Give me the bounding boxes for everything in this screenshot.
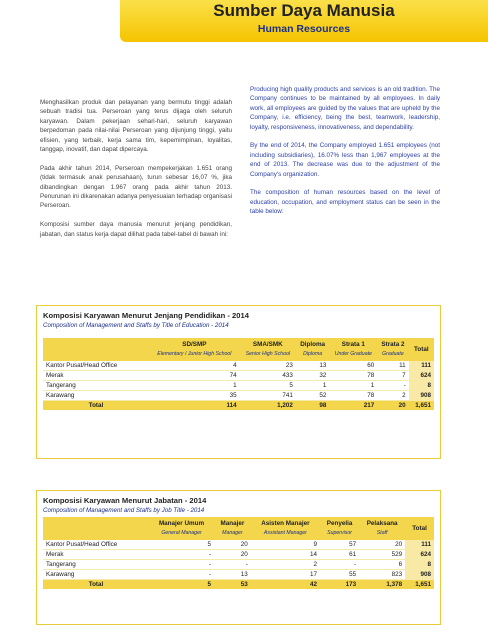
cell: 9 bbox=[251, 540, 320, 550]
row-total: 908 bbox=[405, 569, 434, 579]
table-subtitle: Composition of Management and Staffs by Job Title - 2014 bbox=[43, 507, 205, 514]
row-label: Tangerang bbox=[43, 380, 149, 390]
paragraph-en-1: Producing high quality products and services is an old tradition. The Company continues to be maintained by all employees. In daily work, all employees are guided by the values that are upheld by the Company, i.e. efficiency, being the best, teamwork, leadership, loyalty, responsiveness, innovativeness, and dependability. bbox=[250, 86, 440, 131]
grand-total: 1,651 bbox=[405, 579, 434, 589]
cell: 35 bbox=[149, 390, 240, 400]
cell: 57 bbox=[320, 540, 359, 550]
column-header: SD/SMP Elementary / Junior High School bbox=[149, 338, 240, 361]
cell: 1 bbox=[296, 380, 329, 390]
paragraph-en-2: By the end of 2014, the Company employed 1.651 employees (not including subsidiaries), 16.07% less than 1,967 employees at the end of 2013. The decrease was due to the adjustment of the Company's organization. bbox=[250, 142, 440, 178]
table-row bbox=[43, 370, 434, 380]
cell: 5 bbox=[149, 579, 214, 589]
column-header: Strata 1 Under Graduate bbox=[329, 338, 377, 361]
table-row bbox=[43, 380, 434, 390]
cell: - bbox=[377, 380, 408, 390]
cell: 11 bbox=[377, 361, 408, 371]
row-total: 111 bbox=[405, 540, 434, 550]
total-label: Total bbox=[43, 400, 149, 410]
row-total: 624 bbox=[405, 549, 434, 559]
cell: - bbox=[320, 559, 359, 569]
header-blank bbox=[43, 338, 149, 361]
cell: 4 bbox=[149, 361, 240, 371]
row-total: 111 bbox=[409, 361, 434, 371]
cell: 13 bbox=[296, 361, 329, 371]
row-label: Merak bbox=[43, 549, 149, 559]
paragraph-id-3: Komposisi sumber daya manusia menurut jenjang pendidikan, jabatan, dan status kerja dapat dilihat pada tabel-tabel di bawah ini: bbox=[40, 221, 232, 238]
column-header: Manajer Manager bbox=[214, 517, 251, 540]
row-total: 624 bbox=[409, 370, 434, 380]
cell: 5 bbox=[240, 380, 296, 390]
row-label: Kantor Pusat/Head Office bbox=[43, 361, 149, 371]
paragraph-en-3: The composition of human resources based on the level of education, occupation, and employment status can be seen in the table below: bbox=[250, 189, 440, 216]
row-label: Karawang bbox=[43, 569, 149, 579]
cell: 20 bbox=[214, 549, 251, 559]
cell: 1,378 bbox=[359, 579, 405, 589]
table-subtitle: Composition of Management and Staffs by Title of Education - 2014 bbox=[43, 322, 229, 329]
cell: 32 bbox=[296, 370, 329, 380]
table-row bbox=[43, 390, 434, 400]
table-row bbox=[43, 361, 434, 371]
cell: 98 bbox=[296, 400, 329, 410]
table-total-row bbox=[43, 579, 434, 589]
row-total: 908 bbox=[409, 390, 434, 400]
cell: 78 bbox=[329, 390, 377, 400]
cell: 55 bbox=[320, 569, 359, 579]
cell: 42 bbox=[251, 579, 320, 589]
cell: 1,202 bbox=[240, 400, 296, 410]
row-label: Merak bbox=[43, 370, 149, 380]
row-label: Karawang bbox=[43, 390, 149, 400]
table-row bbox=[43, 559, 434, 569]
cell: 2 bbox=[377, 390, 408, 400]
cell: 20 bbox=[214, 540, 251, 550]
cell: 13 bbox=[214, 569, 251, 579]
paragraph-id-1: Menghasilkan produk dan pelayanan yang bermutu tinggi adalah sebuah tradisi tua. Perseroan yang terus dijaga oleh seluruh karyawan. Dalam pekerjaan sehari-hari, seluruh karyawan berpedoman pada nilai-nilai Perseroan yang dijunjung tinggi, yaitu efisien, yang terbaik, kerja sama tim, kepemimpinan, loyalitas, tanggap, inovatif, dan dapat dipercaya. bbox=[40, 99, 232, 154]
table-title: Komposisi Karyawan Menurut Jabatan - 2014 bbox=[43, 496, 207, 505]
cell: 114 bbox=[149, 400, 240, 410]
cell: 1 bbox=[149, 380, 240, 390]
column-header: Diploma Diploma bbox=[296, 338, 329, 361]
cell: 173 bbox=[320, 579, 359, 589]
table-header-row bbox=[43, 338, 434, 361]
cell: 217 bbox=[329, 400, 377, 410]
cell: 741 bbox=[240, 390, 296, 400]
cell: - bbox=[149, 559, 214, 569]
page-header bbox=[0, 0, 488, 44]
row-label: Kantor Pusat/Head Office bbox=[43, 540, 149, 550]
column-header: Pelaksana Staff bbox=[359, 517, 405, 540]
cell: 5 bbox=[149, 540, 214, 550]
job-title-table-box bbox=[36, 490, 441, 625]
cell: 52 bbox=[296, 390, 329, 400]
page-subtitle: Human Resources bbox=[257, 23, 351, 35]
cell: 61 bbox=[320, 549, 359, 559]
text-column-indonesian bbox=[40, 98, 232, 248]
cell: 823 bbox=[359, 569, 405, 579]
column-header: SMA/SMK Senior High School bbox=[240, 338, 296, 361]
row-total: 8 bbox=[405, 559, 434, 569]
cell: 74 bbox=[149, 370, 240, 380]
row-label: Tangerang bbox=[43, 559, 149, 569]
cell: 23 bbox=[240, 361, 296, 371]
cell: 14 bbox=[251, 549, 320, 559]
column-header-total: Total bbox=[405, 517, 434, 540]
column-header: Penyelia Supervisor bbox=[320, 517, 359, 540]
cell: 60 bbox=[329, 361, 377, 371]
page-title: Sumber Daya Manusia bbox=[213, 1, 395, 20]
table-total-row bbox=[43, 400, 434, 410]
education-table bbox=[43, 338, 434, 410]
column-header: Manajer Umum General Manager bbox=[149, 517, 214, 540]
cell: - bbox=[149, 569, 214, 579]
grand-total: 1,651 bbox=[409, 400, 434, 410]
cell: 78 bbox=[329, 370, 377, 380]
cell: 529 bbox=[359, 549, 405, 559]
text-column-english bbox=[250, 85, 440, 226]
row-total: 8 bbox=[409, 380, 434, 390]
table-header-row bbox=[43, 517, 434, 540]
cell: 53 bbox=[214, 579, 251, 589]
column-header-total: Total bbox=[409, 338, 434, 361]
job-title-table bbox=[43, 517, 434, 589]
cell: 17 bbox=[251, 569, 320, 579]
column-header: Strata 2 Graduate bbox=[377, 338, 408, 361]
column-header: Asisten Manajer Assistant Manager bbox=[251, 517, 320, 540]
cell: - bbox=[214, 559, 251, 569]
cell: 433 bbox=[240, 370, 296, 380]
table-row bbox=[43, 569, 434, 579]
table-row bbox=[43, 549, 434, 559]
cell: 6 bbox=[359, 559, 405, 569]
paragraph-id-2: Pada akhir tahun 2014, Perseroan mempekerjakan 1.651 orang (tidak termasuk anak perusahaan), turun sebesar 16,07 %, jika dibandingkan dengan 1.967 orang pada akhir tahun 2013. Penurunan ini dikarenakan adanya penyesuaian terhadap organisasi Perseroan. bbox=[40, 164, 232, 210]
total-label: Total bbox=[43, 579, 149, 589]
cell: 7 bbox=[377, 370, 408, 380]
cell: 1 bbox=[329, 380, 377, 390]
cell: - bbox=[149, 549, 214, 559]
cell: 20 bbox=[377, 400, 408, 410]
table-row bbox=[43, 540, 434, 550]
cell: 20 bbox=[359, 540, 405, 550]
cell: 2 bbox=[251, 559, 320, 569]
table-title: Komposisi Karyawan Menurut Jenjang Pendidikan - 2014 bbox=[43, 311, 249, 320]
header-blank bbox=[43, 517, 149, 540]
education-table-box bbox=[36, 305, 441, 459]
